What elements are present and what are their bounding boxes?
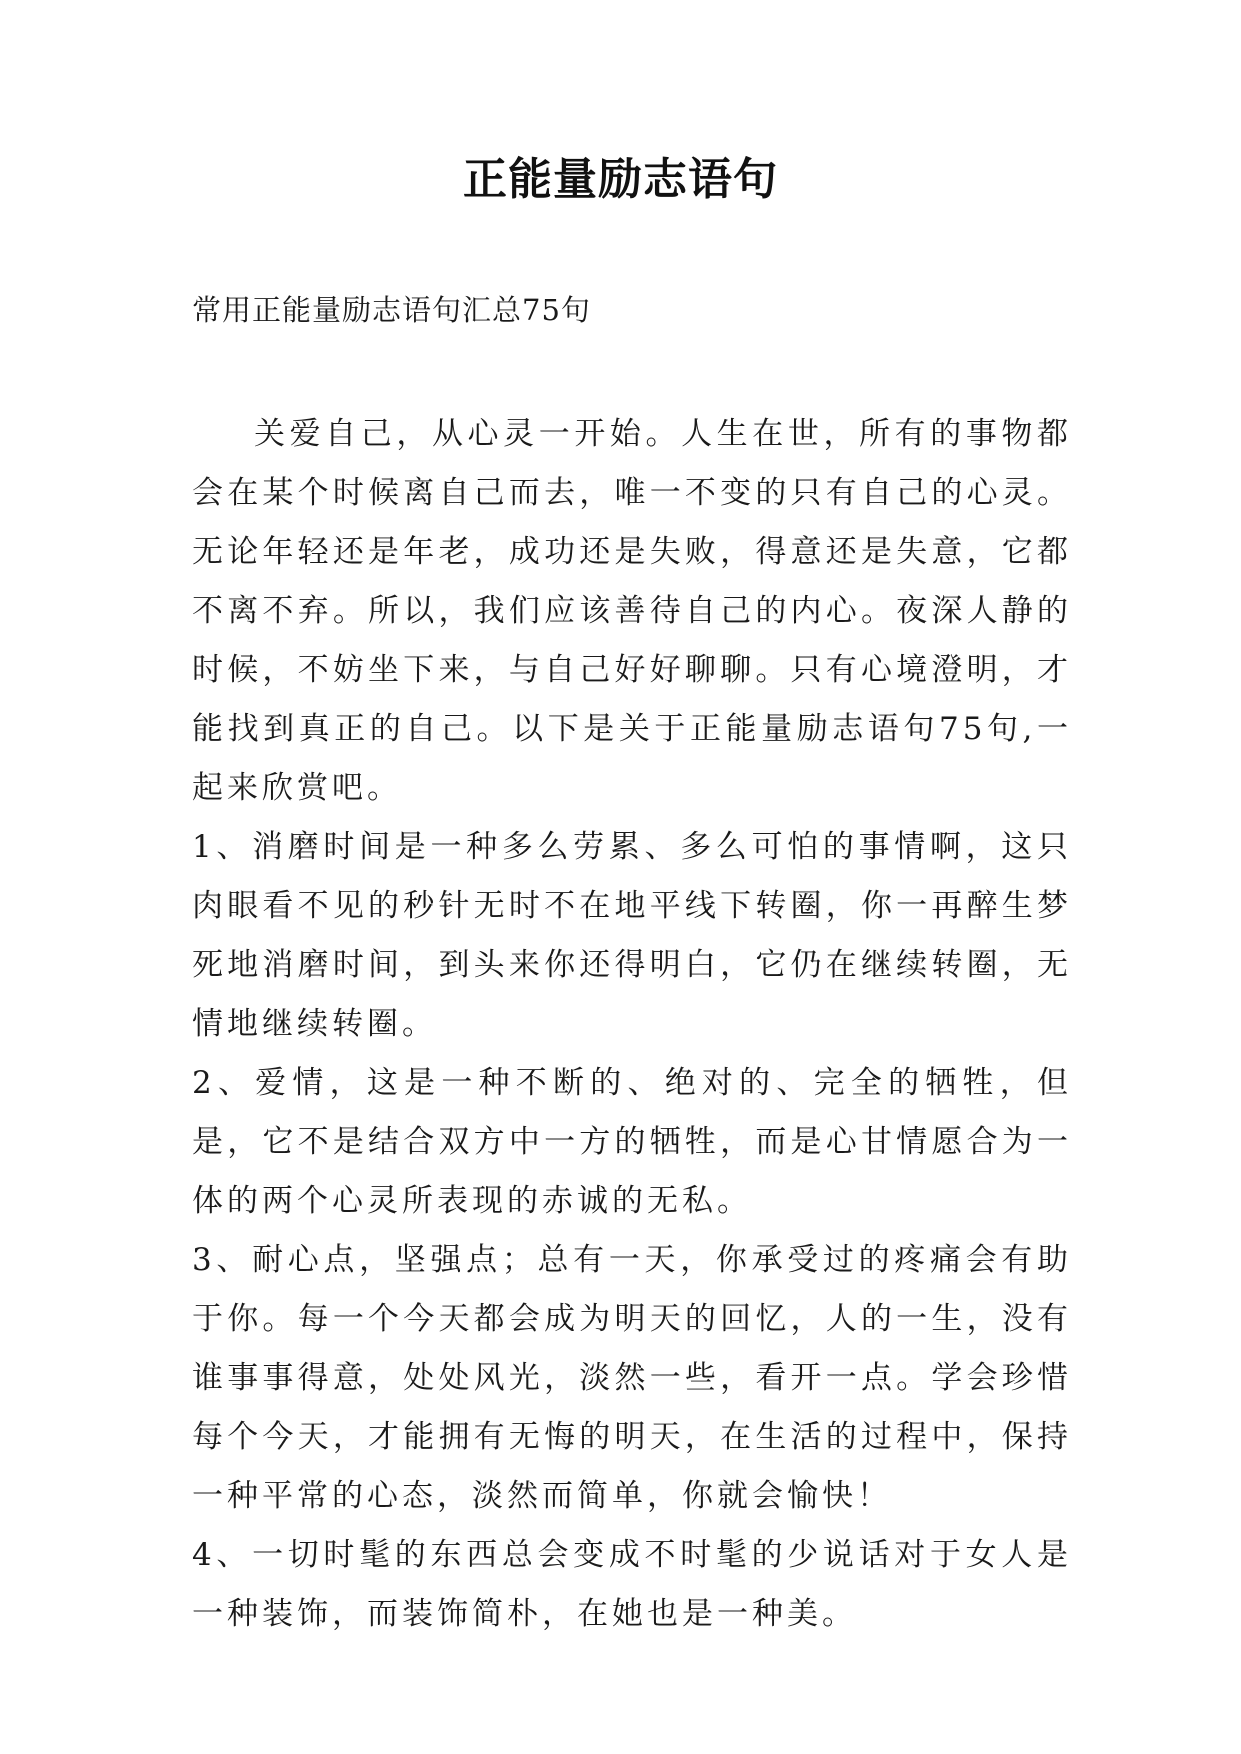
list-item: 4、一切时髦的东西总会变成不时髦的少说话对于女人是一种装饰，而装饰简朴，在她也是一种美。 [192, 1537, 1072, 1632]
list-item: 3、耐心点，坚强点；总有一天，你承受过的疼痛会有助于你。每一个今天都会成为明天的回忆，人的一生，没有谁事事得意，处处风光，淡然一些，看开一点。学会珍惜每个今天，才能拥有无悔的明天，在生活的过程中，保持一种平常的心态，淡然而简单，你就会愉快！ [192, 1242, 1072, 1514]
document-subtitle: 常用正能量励志语句汇总75句 [192, 293, 591, 327]
document-body [192, 405, 1072, 1644]
list-item: 2、爱情，这是一种不断的、绝对的、完全的牺牲，但是，它不是结合双方中一方的牺牲，而是心甘情愿合为一体的两个心灵所表现的赤诚的无私。 [192, 1065, 1072, 1219]
document-title: 正能量励志语句 [463, 154, 778, 205]
intro-paragraph: 关爱自己，从心灵一开始。人生在世，所有的事物都会在某个时候离自己而去，唯一不变的只有自己的心灵。无论年轻还是年老，成功还是失败，得意还是失意，它都不离不弃。所以，我们应该善待自己的内心。夜深人静的时候，不妨坐下来，与自己好好聊聊。只有心境澄明，才能找到真正的自己。以下是关于正能量励志语句75句,一起来欣赏吧。 [192, 416, 1072, 806]
list-item: 1、消磨时间是一种多么劳累、多么可怕的事情啊，这只肉眼看不见的秒针无时不在地平线下转圈，你一再醉生梦死地消磨时间，到头来你还得明白，它仍在继续转圈，无情地继续转圈。 [192, 829, 1072, 1042]
